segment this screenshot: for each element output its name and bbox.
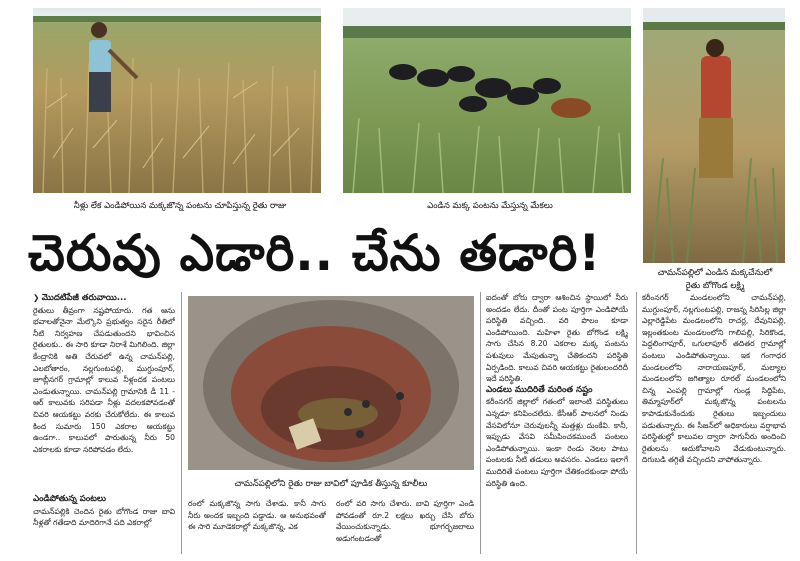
continued-label: మొదటిపేజీ తరువాయి... (41, 293, 127, 303)
column-3 (486, 292, 628, 554)
column-1 (33, 292, 175, 492)
section-heading-heat: ఎండలు ముదిరితే మరింత నష్టం (486, 384, 593, 395)
caption-photo1: నీళ్లు లేక ఎండిపోయిన మక్కజొన్న పంటను చూపిస్తున్న రైతు రాజు (73, 201, 287, 211)
caption-photo2: ఎండిన మక్క పంటను మేస్తున్న మేకలు (427, 201, 553, 211)
column-bottom-1-text: రంలో మక్కజొన్న సాగు చేశాడు. కానీ సాగు నీరు అందక ఇబ్బంది పడ్డాడు. ఆ అనుభవంతో ఈ సారి మూడెకరాల్లో మక్కజొన్న, ఎక (188, 499, 326, 532)
column-1-body: రైతులు తీవ్రంగా నష్టపోయారు. గత ఆను భవాలతోనైనా మేల్కొని ప్రభుత్వం సరైన రీతిలో నీటి నిర్వహణ చేపడుతుందని భావించిన రైతులకు.. ఈ సారి కూడా నిరాశే మిగిలింది. జిల్లా కేంద్రానికి అతి చేరువలో ఉన్న చామన్‌పల్లి, ఎలబోతారం, నల్లగుంటపల్లి, ముగ్దుంపూర్, జూబ్లీనగర్ గ్రామాల్లో కాలువ నీళ్లందక పంటలు ఎండుతున్నాయి. చామన్‌పల్లి గ్రామానికి డీ 11 - ఆర్ కాలువకు సరిపడా నీళ్లు వదలకపోవడంతో చివరి ఆయకట్టు వరకు చేరుకోలేదు. ఈ కాలువ కింద సుమారు 150 ఎకరాల ఆయకట్టు ఉండగా.. కాలువలో పారుతున్న నీరు 50 ఎకరాలకు కూడా సరిపోవడం లేదు. (33, 305, 175, 454)
divider-col3 (480, 292, 481, 554)
column-3-body: ఐదంతో బోరు ద్వారా ఆశించిన స్థాయిలో నీరు అందడం లేదు. దీంతో పంట పూర్తిగా ఎండిపోయే పరిస్థితి వచ్చింది. వరి పొలం కూడా ఎండిపోయింది. మహిళా రైతు బోగొండ లక్ష్మి సాగు చేసిన 8.20 ఎకరాల మక్క పంటను పశువులు మేపుతున్నా చేతికందని పరిస్థితి ఏర్పడింది. కాలువ చివరి ఆయకట్టు రైతులందరిదీ ఇదే పరిస్థితి. (486, 293, 628, 384)
column-bottom-2 (336, 498, 474, 554)
photo-well (188, 296, 474, 470)
headline: చెరువు ఎడారి.. చేను తడారి! (28, 224, 602, 282)
photo-farmer-lakshmi (643, 8, 785, 263)
column-4-body: కరీంనగర్ మండలంలోని చామన్‌పల్లి, ముగ్దుంపూర్, నల్లగుంటపల్లి, రాజన్న సిరిసిల్ల జిల్లా ఎల్లారెడ్డిపేట మండలంలోని రాచర్ల, దేవునిపల్లి, ఇల్లంతకుంట మండలంలోని గాలిపల్లి, సిరికొండ, పెద్దలింగాపూర్, ఒగులాపూర్ తదితర గ్రామాల్లో పంటలు ఎండిపోతున్నాయి. ఇక గంగాధర మండలంలోని నారాయణపూర్, మల్యాల మండలంలోని జగిత్యాల రూరల్ మండలంలోని చిన్న ఎంపల్లి గ్రామాల్లో గుండ్ల సిద్దిపేట, తిమ్మాపూర్‌లో మక్కజొన్న పంటలను కాపాడుకునేందుకు రైతులు ఇబ్బందులు పడుతున్నారు. ఈ సీజన్‌లో అధికారులు వర్షాభావ పరిస్థితుల్లో కాలువల ద్వారా సాగునీరు అందించి రైతులను ఆదుకోవాలని వేడుకుంటున్నారు. దిగుబడి తగ్గితే వచ్చిందని వాపోతున్నారు. (642, 293, 786, 465)
section-heading-crops: ఎండిపోతున్న పంటలు (33, 494, 106, 504)
column-4 (642, 292, 786, 554)
caption-photo3-line1: చామన్‌పల్లిలో ఎండిన మక్కచేనులో (657, 268, 773, 278)
caption-photo3-line2: రైతు బోగొండ లక్ష్మి (685, 281, 745, 291)
photo-farmer-raju (33, 8, 321, 193)
column-3-body2: కరీంనగర్ జిల్లాలో గతంలో ఇలాంటి పరిస్థితులు ఎన్నడూ కనిపించలేదు. కేసీఆర్ పాలనలో నిండు వేసవిలోనూ చెరువులన్నీ మత్తళ్లు దుంకేవి. కానీ, ఇప్పుడు వేసవి సమీపించకముందే పంటలు ఎండిపోతున్నాయి. ఇంకా రెండు నెలల పాటు పంటలకు నీటి తడులు అవసరం. ఎండలు ఇలాగే ముదిరితే పంటలు పూర్తిగా చేతికందకుండా పోయే పరిస్థితి ఉంది. (486, 397, 628, 488)
divider-col1 (181, 292, 182, 554)
column-bottom-1 (188, 498, 326, 554)
divider-col4 (636, 292, 637, 554)
column-1-body2: చామన్‌పల్లికి చెందిన రైతు బోగొండ రాజు బావి నీళ్లతో గతేడాది మాదిరిగానే పది ఎకరాల్లో (33, 506, 175, 528)
caption-well: చామన్‌పల్లిలోని రైతు రాజు బావిలో పూడిక తీస్తున్న కూలీలు (234, 479, 428, 489)
chevron-right-icon: ❯ (33, 293, 42, 302)
photo-goats-grazing (343, 8, 631, 193)
column-bottom-2-text: రంలో వరి సాగు చేశారు. బావి పూర్తిగా ఎండి పోవడంతో రూ.2 లక్షలు ఖర్చు చేసి బోరు వేయించుకున్నాడు. భూగర్భజలాలు అడుగంటడంతో (336, 499, 474, 543)
column-1-section (33, 494, 175, 552)
